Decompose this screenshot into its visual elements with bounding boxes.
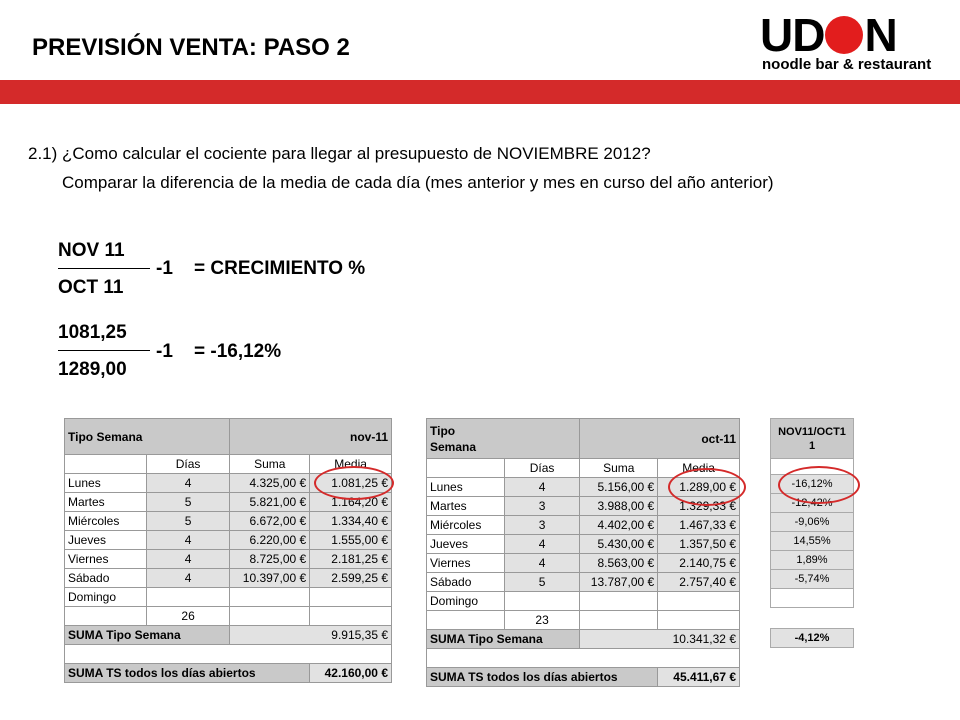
table-row: Jueves 4 6.220,00 € 1.555,00 € bbox=[65, 531, 392, 550]
question-detail: Comparar la diferencia de la media de cada día (mes anterior y mes en curso del año anterior) bbox=[62, 173, 774, 192]
table-row: Sábado 5 13.787,00 € 2.757,40 € bbox=[427, 573, 740, 592]
example-minus: -1 bbox=[156, 341, 173, 362]
header-bar bbox=[0, 80, 960, 104]
nov-month-label: nov-11 bbox=[230, 419, 392, 455]
ratio-value: -16,12% bbox=[771, 475, 854, 494]
ratio-value: -12,42% bbox=[771, 494, 854, 513]
ratio-value bbox=[771, 589, 854, 608]
page-title: PREVISIÓN VENTA: PASO 2 bbox=[32, 34, 350, 61]
nov-table bbox=[64, 418, 392, 683]
ratio-value: 1,89% bbox=[771, 551, 854, 570]
suma-label: SUMA Tipo Semana bbox=[65, 626, 230, 645]
ts-value: 45.411,67 € bbox=[658, 668, 740, 687]
col-header: Suma bbox=[580, 459, 658, 478]
formula-result: = CRECIMIENTO % bbox=[194, 258, 366, 279]
suma-label: SUMA Tipo Semana bbox=[427, 630, 580, 649]
table-row: Martes 3 3.988,00 € 1.329,33 € bbox=[427, 497, 740, 516]
ratio-total-table bbox=[770, 628, 854, 648]
col-header: Días bbox=[504, 459, 580, 478]
ratio-value: -9,06% bbox=[771, 513, 854, 532]
total-days: 23 bbox=[504, 611, 580, 630]
logo-text-left: UD bbox=[760, 9, 825, 61]
highlight-ring bbox=[314, 466, 394, 500]
example-result: = -16,12% bbox=[194, 341, 282, 362]
oct-month-label: oct-11 bbox=[580, 419, 740, 459]
table-row: Domingo bbox=[65, 588, 392, 607]
col-header: Suma bbox=[230, 455, 310, 474]
oct-type-label: Tipo Semana bbox=[427, 419, 580, 459]
formula-fraction bbox=[58, 240, 150, 299]
total-days: 26 bbox=[146, 607, 230, 626]
table-row: Miércoles 3 4.402,00 € 1.467,33 € bbox=[427, 516, 740, 535]
formula-denominator: OCT 11 bbox=[58, 277, 124, 298]
table-row: Martes 5 5.821,00 € 1.164,20 € bbox=[65, 493, 392, 512]
ratio-value: -5,74% bbox=[771, 570, 854, 589]
table-row: Miércoles 5 6.672,00 € 1.334,40 € bbox=[65, 512, 392, 531]
ratio-header: NOV11/OCT1 1 bbox=[771, 419, 854, 459]
table-row: Sábado 4 10.397,00 € 2.599,25 € bbox=[65, 569, 392, 588]
table-row: Domingo bbox=[427, 592, 740, 611]
ratio-value: 14,55% bbox=[771, 532, 854, 551]
table-row: Viernes 4 8.725,00 € 2.181,25 € bbox=[65, 550, 392, 569]
example-denominator: 1289,00 bbox=[58, 359, 127, 380]
col-header: Media bbox=[658, 459, 740, 478]
highlight-ring bbox=[778, 466, 860, 504]
ratio-total: -4,12% bbox=[771, 629, 854, 648]
logo-text-right: N bbox=[864, 9, 897, 61]
question-line: 2.1) ¿Como calcular el cociente para llegar al presupuesto de NOVIEMBRE 2012? bbox=[28, 144, 651, 163]
ratio-table bbox=[770, 418, 854, 608]
table-row: Lunes 4 4.325,00 € 1.081,25 € bbox=[65, 474, 392, 493]
logo-dot-icon bbox=[825, 16, 863, 54]
suma-value: 9.915,35 € bbox=[230, 626, 392, 645]
formula-minus: -1 bbox=[156, 258, 173, 279]
highlight-ring bbox=[668, 468, 746, 506]
table-row: Jueves 4 5.430,00 € 1.357,50 € bbox=[427, 535, 740, 554]
col-header: Media bbox=[310, 455, 392, 474]
ts-value: 42.160,00 € bbox=[310, 664, 392, 683]
formula-numerator: NOV 11 bbox=[58, 240, 150, 269]
col-header: Días bbox=[146, 455, 230, 474]
table-row: Viernes 4 8.563,00 € 2.140,75 € bbox=[427, 554, 740, 573]
nov-type-label: Tipo Semana bbox=[65, 419, 230, 455]
logo-tagline: noodle bar & restaurant bbox=[762, 56, 932, 73]
udon-logo bbox=[760, 9, 944, 76]
example-numerator: 1081,25 bbox=[58, 322, 150, 351]
logo-wordmark bbox=[760, 9, 944, 61]
ts-label: SUMA TS todos los días abiertos bbox=[65, 664, 310, 683]
table-row: Lunes 4 5.156,00 € 1.289,00 € bbox=[427, 478, 740, 497]
oct-table bbox=[426, 418, 740, 687]
suma-value: 10.341,32 € bbox=[580, 630, 740, 649]
example-fraction bbox=[58, 322, 150, 381]
ts-label: SUMA TS todos los días abiertos bbox=[427, 668, 658, 687]
